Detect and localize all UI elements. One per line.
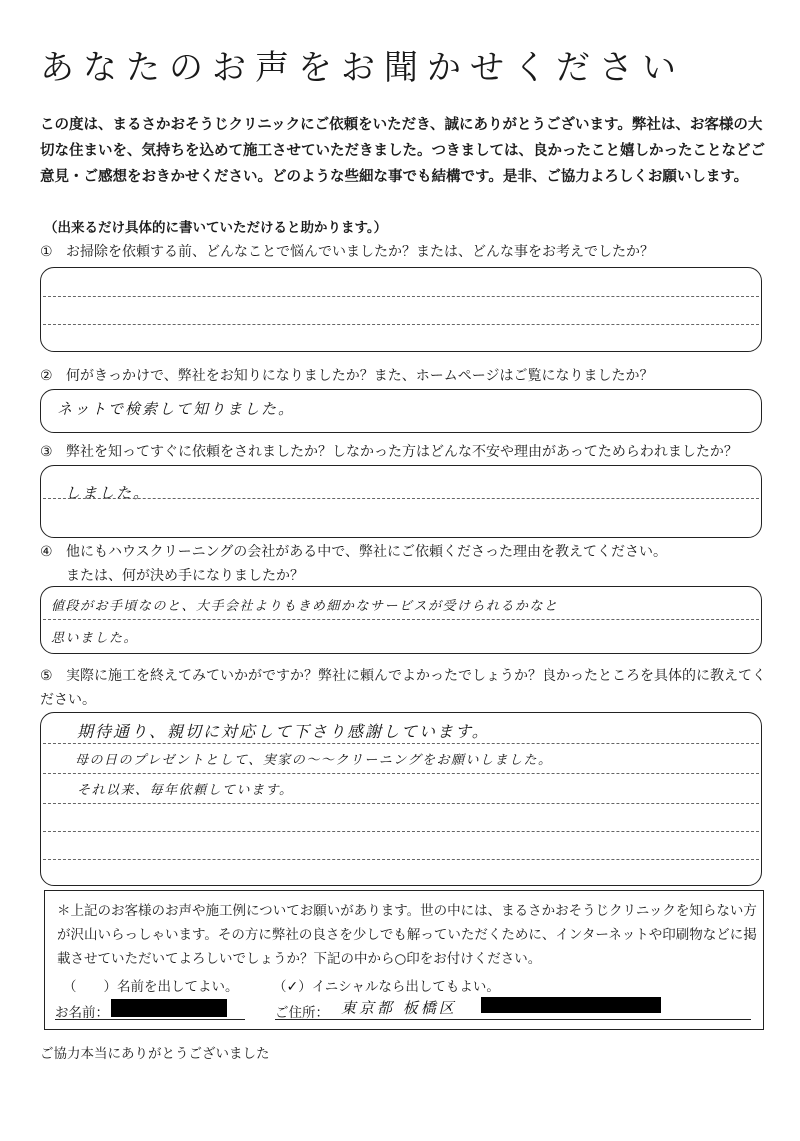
page-title: あなたのお声をお聞かせください — [40, 48, 685, 88]
intro-text: この度は、まるさかおそうじクリニックにご依頼をいただき、誠にありがとうございます。弊社は、お客様の大切な住まいを、気持ちを込めて施工させていただきました。つきましては、良かったこと嬉しかったことなどご意見・ご感想をおきかせください。どのような些細な事でも結構です。是非、ご協力よろしくお願いします。 — [40, 117, 765, 185]
handwritten-answer-line: 値段がお手頃なのと、大手会社よりもきめ細かなサービスが受けられるかなと — [51, 599, 559, 614]
address-label: ご住所： — [275, 1005, 329, 1021]
ruled-line — [43, 773, 759, 774]
question-text: 実際に施工を終えてみていかがですか？弊社に頼んでよかったでしょうか？良かったところを具体的に教えてください。 — [40, 668, 766, 708]
ruled-line — [43, 859, 759, 860]
address-handwritten: 東京都 板橋区 — [341, 999, 457, 1017]
option-initial-ok[interactable]: （✓）イニシャルなら出してもよい。 — [273, 979, 500, 995]
name-label: お名前： — [55, 1005, 109, 1021]
question-number: ④ — [40, 544, 53, 560]
question-text: お掃除を依頼する前、どんなことで悩んでいましたか？または、どんな事をお考えでしたか？ — [66, 244, 654, 260]
question-subtext: または、何が決め手になりましたか？ — [66, 568, 304, 584]
checkmark-icon: ✓ — [286, 979, 299, 995]
handwritten-answer-line: 母の日のプレゼントとして、実家の〜〜クリーニングをお願いしました。 — [75, 753, 553, 768]
option-initial-label: イニシャルなら出してもよい。 — [311, 979, 500, 995]
question-number: ⑤ — [40, 668, 53, 684]
ruled-line — [43, 743, 759, 744]
ruled-line — [43, 498, 759, 499]
handwritten-answer: しました。 — [65, 484, 151, 502]
question-number: ① — [40, 244, 53, 260]
question-1 — [40, 240, 775, 264]
question-text: 何がきっかけで、弊社をお知りになりましたか？また、ホームページはご覧になりましたか？ — [66, 368, 654, 384]
question-5 — [40, 664, 775, 712]
handwritten-answer-line: 期待通り、親切に対応して下さり感謝しています。 — [77, 722, 490, 741]
ruled-line — [43, 296, 759, 297]
question-4 — [40, 540, 775, 588]
question-2 — [40, 364, 775, 388]
question-text: 弊社を知ってすぐに依頼をされましたか？しなかった方はどんな不安や理由があってためらわれましたか？ — [66, 444, 738, 460]
redacted-name — [111, 999, 227, 1017]
ruled-line — [43, 803, 759, 804]
ruled-line — [43, 324, 759, 325]
handwritten-answer-line: 思いました。 — [51, 631, 139, 646]
ruled-line — [43, 831, 759, 832]
redacted-address — [481, 997, 661, 1013]
answer-box-1[interactable] — [40, 267, 762, 352]
ruled-line — [43, 619, 759, 620]
intro-note: （出来るだけ具体的に書いていただけると助かります。） — [44, 220, 388, 236]
consent-box — [44, 890, 764, 1030]
name-underline — [55, 1019, 245, 1020]
answer-box-4[interactable] — [40, 586, 762, 654]
question-number: ② — [40, 368, 53, 384]
answer-box-3[interactable] — [40, 465, 762, 538]
footer-thanks: ご協力本当にありがとうございました — [40, 1046, 270, 1062]
consent-text: ＊上記のお客様のお声や施工例についてお願いがあります。世の中には、まるさかおそうじクリニックを知らない方が沢山いらっしゃいます。その方に弊社の良さを少しでも解っていただくために、インターネットや印刷物などに掲載させていただいてよろしいでしょうか？下記の中から○印をお付けください。 — [57, 903, 757, 967]
option-name-ok[interactable]: （ ）名前を出してよい。 — [63, 979, 239, 995]
question-number: ③ — [40, 444, 53, 460]
handwritten-answer: ネットで検索して知りました。 — [57, 400, 296, 418]
question-text: 他にもハウスクリーニングの会社がある中で、弊社にご依頼くださった理由を教えてください。 — [66, 544, 668, 560]
handwritten-answer-line: それ以来、毎年依頼しています。 — [77, 783, 294, 798]
answer-box-5[interactable] — [40, 712, 762, 886]
answer-box-2[interactable] — [40, 389, 762, 433]
address-underline — [275, 1019, 751, 1020]
question-3 — [40, 440, 775, 464]
